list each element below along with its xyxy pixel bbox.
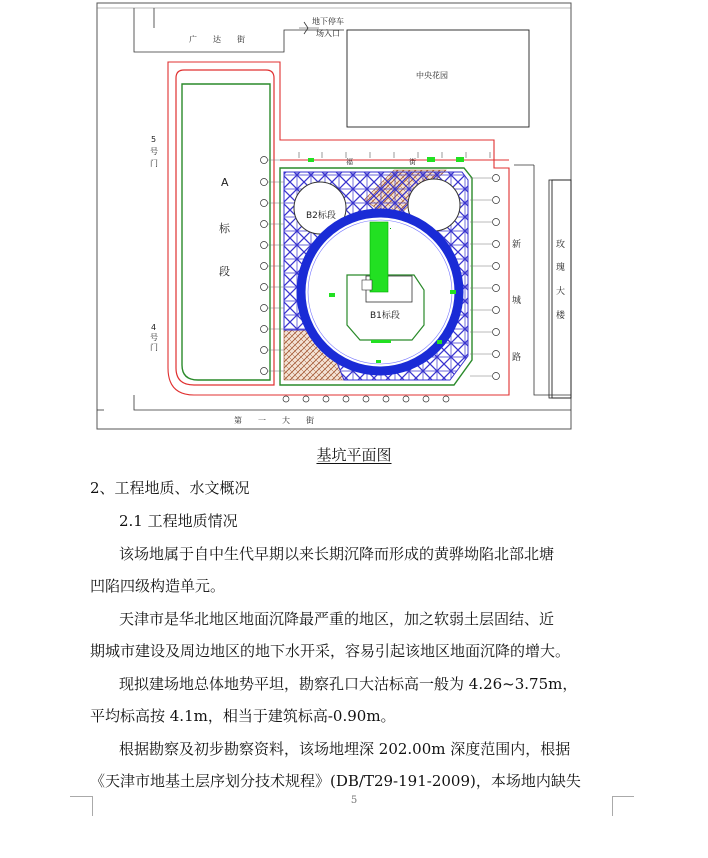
paragraph-2-line-1: 天津市是华北地区地面沉降最严重的地区，加之软弱土层固结、近 xyxy=(119,610,555,628)
parking-entrance-label-1: 地下停车 xyxy=(312,17,344,26)
column-markers-right xyxy=(493,175,500,380)
figure-caption-text: 基坑平面图 xyxy=(316,446,392,464)
foundation-pit-plan xyxy=(94,0,574,432)
section-a-label-1: A xyxy=(221,176,229,189)
parking-entrance-label-2: 场入口 xyxy=(316,29,340,38)
rose-building-label-4: 楼 xyxy=(556,311,566,321)
section-a-label-2: 标 xyxy=(219,222,230,235)
street-mid-label: 福 街 xyxy=(346,158,416,166)
page-number: 5 xyxy=(350,795,358,806)
street-top-label: 广 达 街 xyxy=(189,35,245,44)
section-b2-label: B2标段 xyxy=(306,211,336,221)
gate4-label-2: 号 xyxy=(150,333,158,342)
column-markers-bottom xyxy=(283,396,449,402)
central-garden-label: 中央花园 xyxy=(416,71,448,80)
gate4-label-3: 门 xyxy=(150,343,158,352)
gate5-label-3: 门 xyxy=(150,159,158,168)
paragraph-4-line-2: 《天津市地基土层序划分技术规程》(DB/T29-191-2009)，本场地内缺失 xyxy=(90,772,581,790)
section-a-label-3: 段 xyxy=(219,265,230,278)
new-city-road-label-2: 城 xyxy=(512,296,522,306)
section-b1-label: B1标段 xyxy=(370,311,400,321)
rose-building-label-1: 玫 xyxy=(556,240,566,250)
rose-building-label-3: 大 xyxy=(556,287,566,297)
gate5-label-1: 5 xyxy=(151,135,157,144)
paragraph-1-line-2: 凹陷四级构造单元。 xyxy=(90,577,226,595)
paragraph-3-line-2: 平均标高按 4.1m，相当于建筑标高-0.90m。 xyxy=(90,707,396,725)
rose-building-label-2: 瑰 xyxy=(556,263,566,273)
gate5-label-2: 号 xyxy=(150,147,158,156)
street-bottom-label: 第 一 大 街 xyxy=(234,416,314,425)
section-heading-2-1: 2.1 工程地质情况 xyxy=(119,512,238,530)
paragraph-4-line-1: 根据勘察及初步勘察资料，该场地埋深 202.00m 深度范围内，根据 xyxy=(119,740,571,758)
column-markers-left xyxy=(261,157,268,375)
green-ramp xyxy=(370,222,388,292)
new-city-road-label-1: 新 xyxy=(512,240,522,250)
paragraph-2-line-2: 期城市建设及周边地区的地下水开采，容易引起该地区地面沉降的增大。 xyxy=(90,642,571,660)
paragraph-1-line-1: 该场地属于自中生代早期以来长期沉降而形成的黄骅坳陷北部北塘 xyxy=(119,545,555,563)
paragraph-3-line-1: 现拟建场地总体地势平坦，勘察孔口大沽标高一般为 4.26~3.75m， xyxy=(119,675,578,693)
gate4-label-1: 4 xyxy=(151,323,157,332)
new-city-road-label-3: 路 xyxy=(512,353,522,363)
figure-caption xyxy=(0,444,708,465)
section-heading-2: 2、工程地质、水文概况 xyxy=(90,479,250,497)
